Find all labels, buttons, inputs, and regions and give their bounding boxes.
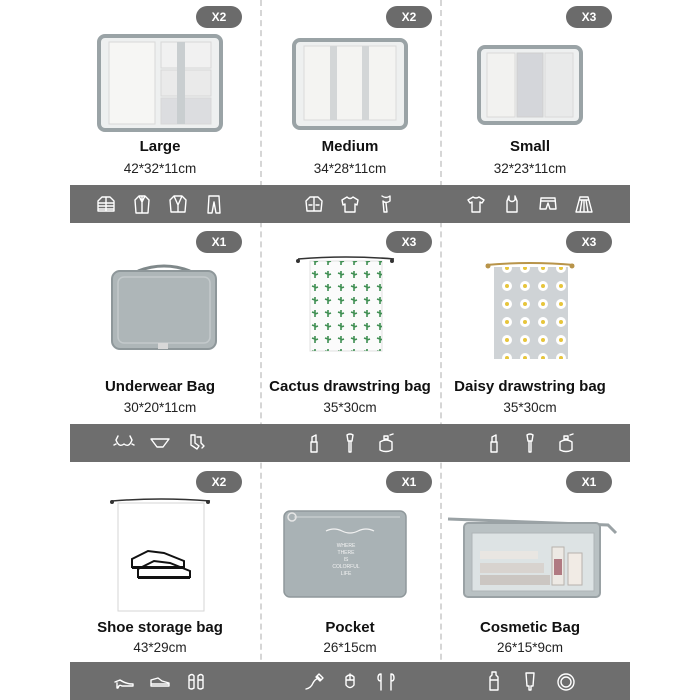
product-small [440,0,620,185]
product-name: Pocket [325,619,375,636]
icon-group [440,662,620,700]
lipstick-icon [483,432,505,454]
product-large [70,0,250,185]
product-size: 30*20*11cm [123,400,197,415]
svg-text:COLORFUL: COLORFUL [332,564,360,570]
product-name: Daisy drawstring bag [454,378,606,395]
product-size: 34*28*11cm [313,161,387,176]
bottle-icon [483,670,505,692]
product-size: 35*30cm [323,400,377,415]
shorts-icon [537,193,559,215]
product-name: Large [139,138,181,155]
jacket-icon [303,193,325,215]
tube-icon [519,670,541,692]
icon-group [70,185,250,223]
makeup-brush-icon [339,432,361,454]
cactus-bag-image [296,255,396,355]
underpants-icon [149,432,171,454]
perfume-icon [555,432,577,454]
earphones-icon [375,670,397,692]
product-pocket [260,465,440,655]
shoe-bag-image [108,495,214,615]
quantity-badge: X1 [566,471,612,493]
sneaker-icon [149,670,171,692]
mouse-icon [339,670,361,692]
coat-icon [131,193,153,215]
quantity-badge: X1 [196,231,242,253]
underwear-bag-image [108,263,220,355]
lipstick-icon [303,432,325,454]
slippers-icon [185,670,207,692]
product-shoe-bag [70,465,250,655]
product-name: Cosmetic Bag [479,619,581,636]
product-size: 26*15cm [323,640,377,655]
product-medium [260,0,440,185]
socks-icon [185,432,207,454]
pocket-print-text: WHERE [336,543,356,549]
icon-group [70,424,250,462]
icon-group [260,185,440,223]
medium-cube-image [290,36,410,132]
pocket-image [280,505,410,601]
compact-icon [555,670,577,692]
cosmetic-bag-image [444,511,620,601]
product-size: 32*23*11cm [493,161,567,176]
product-name: Underwear Bag [104,378,216,395]
usage-icon-bar [70,662,630,700]
tshirt-icon [465,193,487,215]
svg-text:THERE: THERE [337,550,355,556]
product-size: 42*32*11cm [123,161,197,176]
bra-icon [113,432,135,454]
down-jacket-icon [95,193,117,215]
product-size: 35*30cm [503,400,557,415]
product-name: Medium [321,138,379,155]
daisy-bag-image [480,259,580,363]
high-heel-icon [113,670,135,692]
quantity-badge: X1 [386,471,432,493]
sweater-icon [339,193,361,215]
svg-text:IS: IS [343,557,349,563]
product-name: Shoe storage bag [97,619,223,636]
trousers-icon [203,193,225,215]
usage-icon-bar [70,185,630,223]
skirt-icon [573,193,595,215]
product-cosmetic-bag [440,465,620,655]
quantity-badge: X2 [196,471,242,493]
svg-text:LIFE: LIFE [340,571,352,577]
tank-top-icon [501,193,523,215]
quantity-badge: X3 [386,231,432,253]
quantity-badge: X2 [196,6,242,28]
quantity-badge: X3 [566,231,612,253]
product-underwear-bag [70,225,250,415]
scarf-icon [375,193,397,215]
icon-group [440,424,620,462]
product-size: 26*15*9cm [496,640,564,655]
quantity-badge: X2 [386,6,432,28]
icon-group [440,185,620,223]
icon-group [260,662,440,700]
icon-group [260,424,440,462]
product-grid [70,0,630,700]
large-cube-image [95,32,225,134]
blazer-icon [167,193,189,215]
makeup-brush-icon [519,432,541,454]
usage-icon-bar [70,424,630,462]
small-cube-image [476,44,584,126]
product-name: Small [509,138,551,155]
product-name: Cactus drawstring bag [269,378,431,395]
product-cactus-bag [260,225,440,415]
quantity-badge: X3 [566,6,612,28]
cable-icon [303,670,325,692]
icon-group [70,662,250,700]
perfume-icon [375,432,397,454]
product-size: 43*29cm [133,640,187,655]
product-daisy-bag [440,225,620,415]
